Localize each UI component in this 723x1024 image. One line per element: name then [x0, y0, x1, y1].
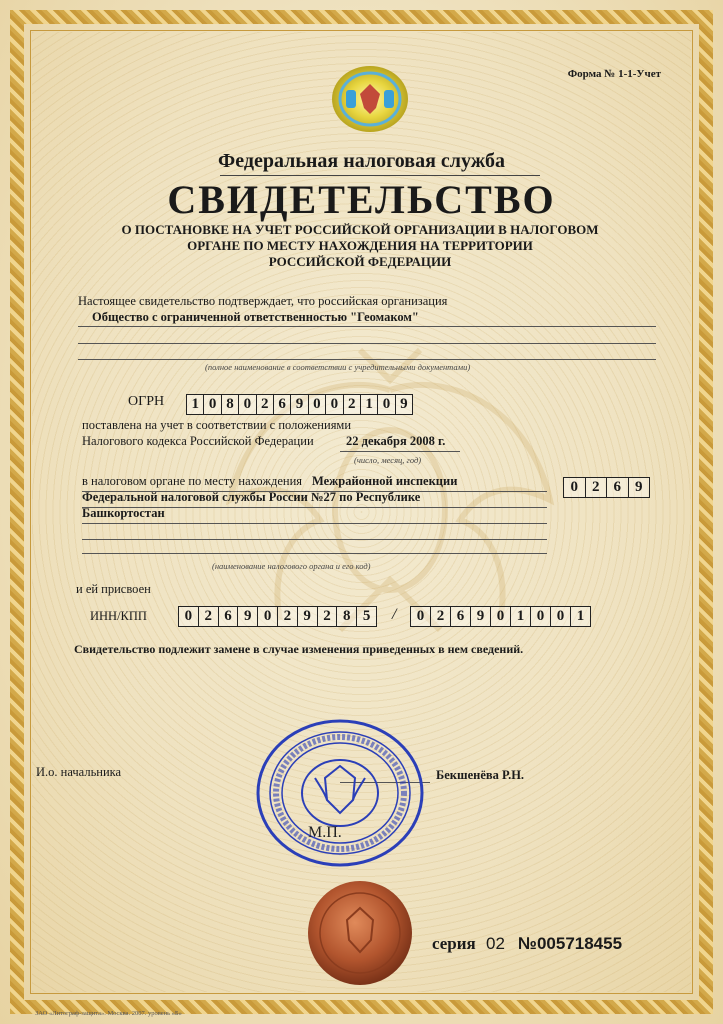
tax-office-line-2: Федеральной налоговой службы России №27 по Республике — [82, 490, 421, 504]
subtitle-line: РОССИЙСКОЙ ФЕДЕРАЦИИ — [268, 254, 452, 269]
document-title: СВИДЕТЕЛЬСТВО — [167, 177, 556, 222]
signer-position: И.о. начальника — [36, 765, 122, 779]
registered-text-2: Налогового кодекса Российской Федерации — [82, 434, 314, 448]
digit-cell: 9 — [635, 479, 643, 495]
registered-text-1: поставлена на учет в соответствии с положениями — [82, 418, 352, 432]
digit-cell: 0 — [326, 395, 343, 414]
digit-cell: 1 — [576, 608, 585, 624]
ogrn-label: ОГРН — [128, 394, 165, 409]
digit-cell: 6 — [607, 478, 629, 497]
stamp-place-mark: М.П. — [308, 824, 342, 841]
subtitle-line: О ПОСТАНОВКЕ НА УЧЕТ РОССИЙСКОЙ ОРГАНИЗАЦИИ В НАЛОГОВОМ — [121, 222, 599, 237]
signer-name: Бекшенёва Р.Н. — [436, 768, 525, 782]
digit-cell: 0 — [258, 607, 278, 626]
tax-office-label: в налоговом органе по месту нахождения — [82, 474, 303, 488]
digit-cell: 2 — [586, 478, 608, 497]
certificate-number: №005718455 — [518, 934, 623, 953]
hologram-emblem-icon — [330, 64, 410, 134]
series-value: 02 — [486, 934, 505, 953]
ogrn-digits — [186, 394, 413, 415]
digit-cell: 8 — [337, 607, 357, 626]
digit-cell: 6 — [219, 607, 239, 626]
replacement-notice: Свидетельство подлежит замене в случае изменения приведенных в нем сведений. — [74, 642, 524, 656]
inn-digits — [178, 606, 377, 627]
printer-imprint: ЗАО «Литограф-защита». Москва. 2007. уровень «Б» — [35, 1010, 182, 1017]
kpp-digits — [410, 606, 591, 627]
form-number: Форма № 1-1-Учет — [567, 68, 661, 80]
tax-office-line-1: Межрайонной инспекции — [312, 474, 458, 488]
digit-cell: 9 — [471, 607, 491, 626]
digit-cell: 6 — [451, 607, 471, 626]
registration-date: 22 декабря 2008 г. — [346, 434, 446, 448]
inn-kpp-separator: / — [392, 606, 397, 623]
digit-cell: 0 — [309, 395, 326, 414]
agency-name: Федеральная налоговая служба — [218, 150, 505, 172]
digit-cell: 5 — [362, 608, 371, 624]
digit-cell: 1 — [187, 395, 204, 414]
digit-cell: 0 — [531, 607, 551, 626]
org-caption: (полное наименование в соответствии с учредительными документами) — [205, 362, 471, 372]
digit-cell: 0 — [239, 395, 256, 414]
tax-office-code — [563, 477, 650, 498]
digit-cell: 2 — [257, 395, 274, 414]
digit-cell: 2 — [199, 607, 219, 626]
digit-cell: 0 — [551, 607, 571, 626]
document-subtitle — [90, 222, 630, 270]
digit-cell: 0 — [179, 607, 199, 626]
assigned-text: и ей присвоен — [76, 582, 151, 596]
digit-cell: 1 — [361, 395, 378, 414]
digit-cell: 0 — [378, 395, 395, 414]
digit-cell: 0 — [411, 607, 431, 626]
digit-cell: 0 — [204, 395, 221, 414]
org-underline-3 — [78, 359, 656, 360]
org-underline-2 — [78, 343, 656, 344]
digit-cell: 6 — [274, 395, 291, 414]
date-underline — [340, 451, 460, 452]
digit-cell: 2 — [344, 395, 361, 414]
digit-cell: 2 — [431, 607, 451, 626]
digit-cell: 9 — [291, 395, 308, 414]
digit-cell: 9 — [400, 396, 408, 412]
intro-text: Настоящее свидетельство подтверждает, что российская организация — [78, 294, 448, 308]
tax-office-underline-4 — [82, 539, 547, 540]
digit-cell: 1 — [511, 607, 531, 626]
tax-office-underline-5 — [82, 553, 547, 554]
series-label: серия — [432, 934, 476, 953]
digit-cell: 0 — [564, 478, 586, 497]
date-caption: (число, месяц, год) — [354, 455, 422, 465]
digit-cell: 9 — [238, 607, 258, 626]
digit-cell: 2 — [318, 607, 338, 626]
wax-seal-icon — [305, 878, 415, 988]
inn-kpp-label: ИНН/КПП — [90, 609, 147, 623]
tax-office-line-3: Башкортостан — [82, 506, 165, 520]
digit-cell: 9 — [298, 607, 318, 626]
digit-cell: 2 — [278, 607, 298, 626]
organization-name: Общество с ограниченной ответственностью "Геомаком" — [92, 310, 419, 324]
official-seal-icon — [255, 718, 425, 868]
digit-cell: 0 — [491, 607, 511, 626]
org-underline-1 — [78, 326, 656, 327]
subtitle-line: ОРГАНЕ ПО МЕСТУ НАХОЖДЕНИЯ НА ТЕРРИТОРИИ — [187, 238, 533, 253]
digit-cell: 8 — [222, 395, 239, 414]
tax-office-underline-3 — [82, 523, 547, 524]
tax-office-caption: (наименование налогового органа и его код) — [212, 561, 371, 571]
